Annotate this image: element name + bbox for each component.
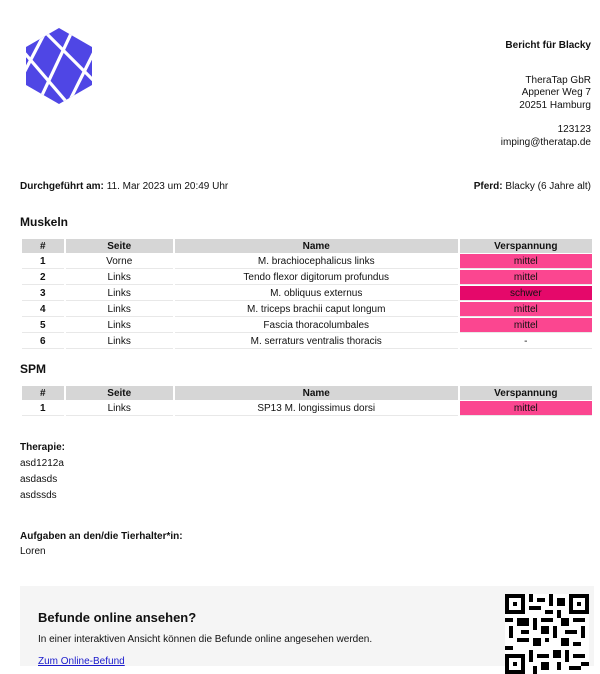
therapie-line: asdssds [20,490,57,501]
therapie-label: Therapie: [20,442,66,453]
report-title: Bericht für Blacky [505,40,591,51]
severity-badge: mittel [460,318,592,333]
table-row [22,334,592,349]
row-side: Links [66,270,173,285]
aufgaben-line: Loren [20,546,46,557]
row-name: M. serraturs ventralis thoracis [175,334,458,349]
table-row [22,254,592,269]
qr-code-icon [505,594,589,674]
muskeln-table: # Seite Name Verspannung 1 Vorne M. brachiocephalicus links mittel 2 Links Tendo flexor digitorum profundus mittel 3 Links M. obliquus externus schwer 4 Links M. triceps brachii caput longum mittel 5 Links Fascia thoracolumbales mittel 6 Links M. serraturs ventralis thoracis - [20,238,594,350]
row-number: 1 [22,254,64,269]
table-row [22,401,592,416]
row-side: Vorne [66,254,173,269]
row-name: M. triceps brachii caput longum [175,302,458,317]
row-side: Links [66,318,173,333]
severity-badge: mittel [460,270,592,285]
report-header [501,40,591,161]
severity-badge: - [460,334,592,349]
row-number: 5 [22,318,64,333]
row-name: M. obliquus externus [175,286,458,301]
row-number: 2 [22,270,64,285]
therapie-line: asd1212a [20,458,64,469]
table-row [22,318,592,333]
online-title: Befunde online ansehen? [38,610,197,625]
row-number: 4 [22,302,64,317]
severity-badge: schwer [460,286,592,301]
table-row [22,270,592,285]
company-contact [501,124,591,149]
row-number: 3 [22,286,64,301]
phone: 123123 [557,124,591,135]
row-name: Tendo flexor digitorum profundus [175,270,458,285]
theratap-logo-icon [26,28,92,104]
row-number: 6 [22,334,64,349]
table-row [22,302,592,317]
row-side: Links [66,302,173,317]
spm-table: # Seite Name Verspannung 1 Links SP13 M. longissimus dorsi mittel [20,385,594,417]
severity-badge: mittel [460,254,592,269]
date-info: Durchgeführt am: 11. Mar 2023 um 20:49 Uhr [20,181,229,192]
row-name: M. brachiocephalicus links [175,254,458,269]
row-side: Links [66,334,173,349]
therapie-line: asdasds [20,474,58,485]
row-side: Links [66,286,173,301]
severity-badge: mittel [460,401,592,416]
muskeln-heading: Muskeln [20,215,69,229]
horse-info: Pferd: Blacky (6 Jahre alt) [473,181,591,192]
row-side: Links [66,401,173,416]
email: imping@theratap.de [500,136,591,148]
online-report-box [20,586,594,666]
row-name: Fascia thoracolumbales [175,318,458,333]
row-number: 1 [22,401,64,416]
online-text: In einer interaktiven Ansicht können die Befunde online angesehen werden. [38,634,373,645]
company-address: TheraTap GbR Appener Weg 7 20251 Hamburg [519,74,591,111]
severity-badge: mittel [460,302,592,317]
row-name: SP13 M. longissimus dorsi [175,401,458,416]
meta-row [20,181,591,192]
table-row [22,286,592,301]
spm-heading: SPM [20,362,47,376]
aufgaben-label: Aufgaben an den/die Tierhalter*in: [20,531,183,542]
online-report-link[interactable]: Zum Online-Befund [38,656,125,667]
